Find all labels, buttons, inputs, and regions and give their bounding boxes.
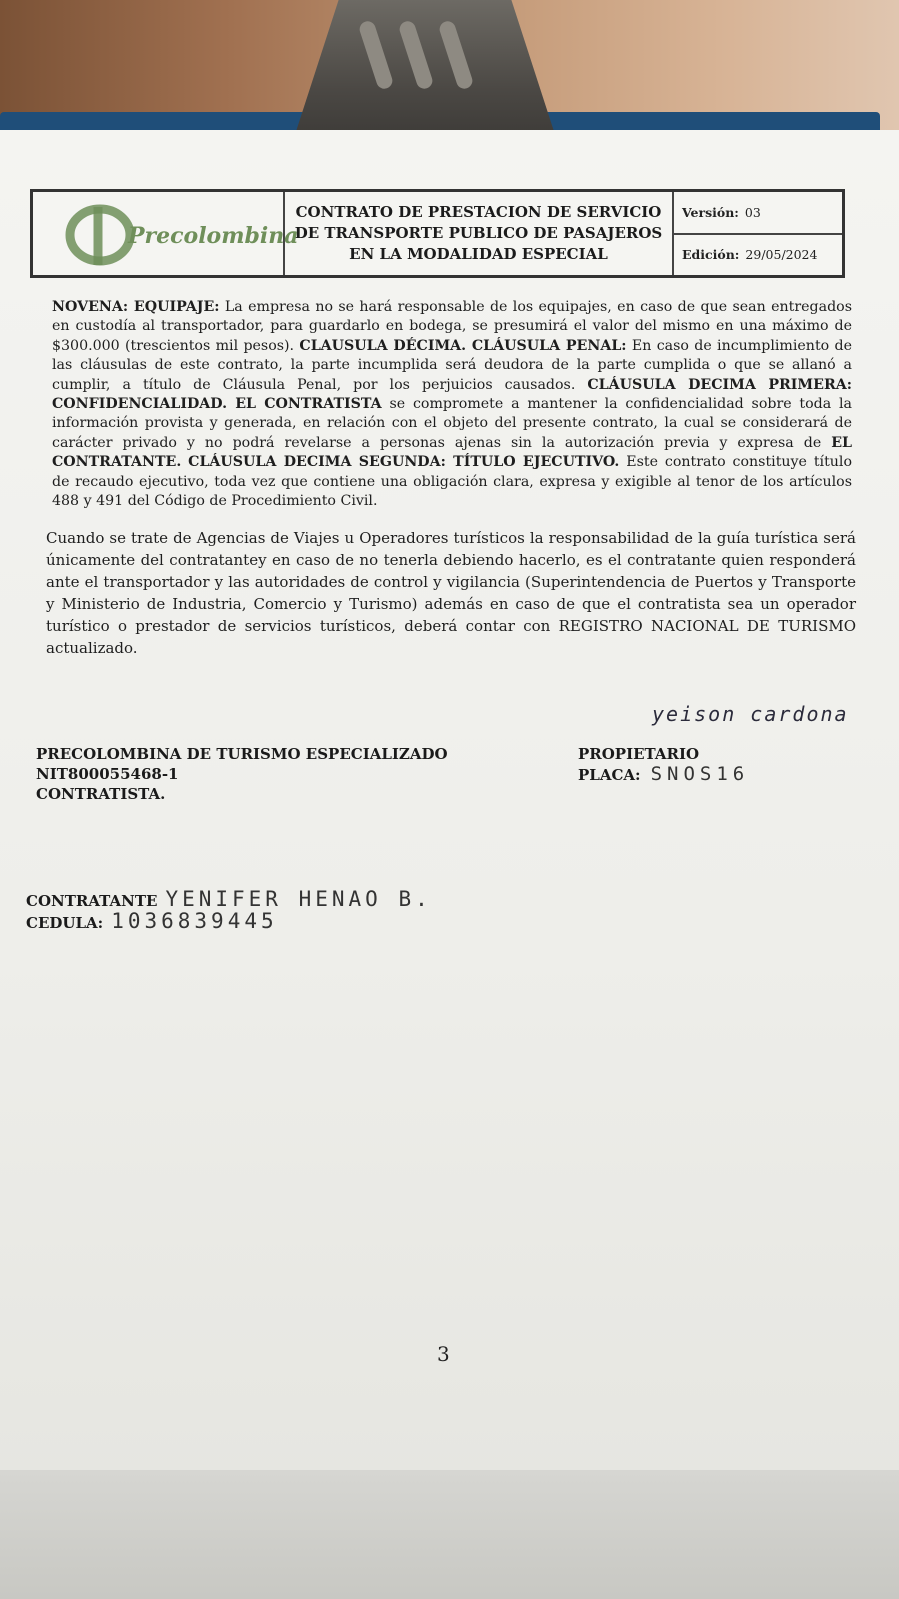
propietario-block (578, 744, 749, 785)
logo-icon (58, 199, 299, 269)
company-nit: NIT800055468-1 (36, 765, 179, 783)
title-line-2: DE TRANSPORTE PUBLICO DE PASAJEROS (294, 224, 663, 242)
placa-row: PLACA: SNOS16 (578, 763, 750, 785)
paper-edge (0, 1470, 899, 1599)
agencias-paragraph: Cuando se trate de Agencias de Viajes u Operadores turísticos la responsabilidad de la guía turística será únicamente del contratantey en caso de no tenerla debiendo hacerlo, es el contratante quien responderá ante el transportador y las autoridades de control y vigilancia (Superintendencia de Puertos y Transporte y Ministerio de Industria, Comercio y Turismo) además en caso de que el contratista sea un operador turístico o prestador de servicios turísticos, deberá contar con REGISTRO NACIONAL DE TURISMO actualizado. (46, 529, 856, 657)
logo-text: Precolombina (128, 222, 299, 249)
cedula-value: 1036839445 (111, 909, 278, 933)
owner-signature: yeison cardona (652, 702, 849, 726)
contratante-name: YENIFER HENAO B. (165, 887, 432, 911)
document-header (30, 189, 845, 278)
placa-value: SNOS16 (650, 763, 750, 785)
company-name: PRECOLOMBINA DE TURISMO ESPECIALIZADO (36, 745, 448, 763)
contratista-label: CONTRATISTA. (36, 785, 166, 803)
contratante-row: CONTRATANTE YENIFER HENAO B. (26, 887, 432, 911)
version-info (674, 192, 842, 275)
page-number: 3 (437, 1342, 450, 1366)
company-logo (33, 192, 299, 275)
version-row: Versión: 03 (674, 192, 842, 235)
title-line-1: CONTRATO DE PRESTACION DE SERVICIO (295, 203, 662, 221)
title-line-3: EN LA MODALIDAD ESPECIAL (349, 245, 608, 263)
cedula-row: CEDULA: 1036839445 (26, 909, 278, 933)
contratante-block (26, 889, 432, 933)
propietario-label: PROPIETARIO (578, 745, 700, 763)
contratista-block (36, 744, 448, 804)
clauses-paragraph: NOVENA: EQUIPAJE: La empresa no se hará responsable de los equipajes, en caso de que sean entregados en custodía al transportador, para guardarlo en bodega, se presumirá el valor del mismo en una máximo de $300.000 (trescientos mil pesos). CLAUSULA DÉCIMA. CLÁUSULA PENAL: En caso de incumplimiento de las cláusulas de este contrato, la parte incumplida será deudora de la parte cumplida o que se allanó a cumplir, a título de Cláusula Penal, por los perjuicios causados. CLÁUSULA DECIMA PRIMERA: CONFIDENCIALIDAD. EL CONTRATISTA se compromete a mantener la confidencialidad sobre toda la información provista y generada, en relación con el objeto del presente contrato, la cual se considerará de carácter privado y no podrá revelarse a personas ajenas sin la autorización previa y expresa de EL CONTRATANTE. CLÁUSULA DECIMA SEGUNDA: TÍTULO EJECUTIVO. Este contrato constituye título de recaudo ejecutivo, toda vez que contiene una obligación clara, expresa y exigible al tenor de los artículos 488 y 491 del Código de Procedimiento Civil. (52, 299, 852, 510)
contract-title (285, 192, 674, 275)
edition-row: Edición: 29/05/2024 (682, 247, 818, 263)
